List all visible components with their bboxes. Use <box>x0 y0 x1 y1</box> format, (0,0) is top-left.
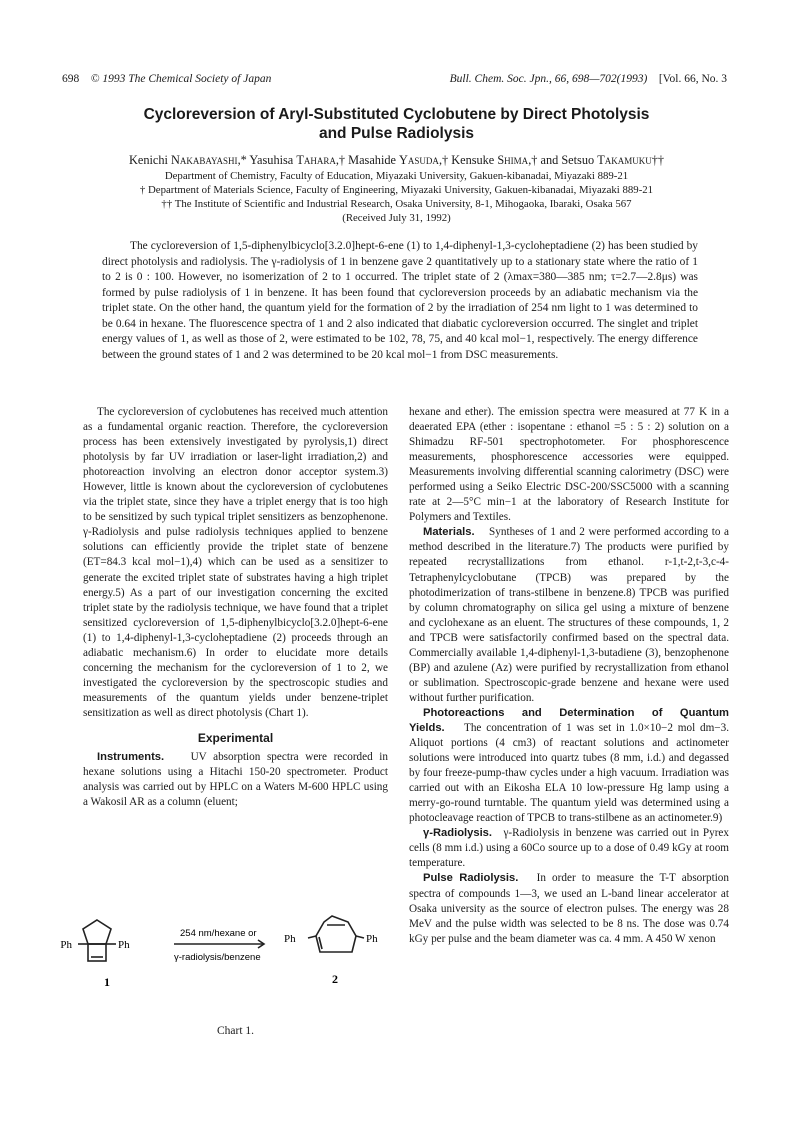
affiliation-1: Department of Chemistry, Faculty of Education, Miyazaki University, Gakuen-kibanadai, Miyazaki 889-21 <box>164 170 629 182</box>
journal-citation: Bull. Chem. Soc. Jpn., 66, 698—702(1993) <box>449 73 648 85</box>
intro-paragraph: The cycloreversion of cyclobutenes has received much attention as a fundamental organic reaction. Therefore, the cycloreversion process has been extensively investigated by pyrolysis,1) direct photolysis by far UV irradiation or laser-light irradiation,2) and photoreaction involving an electron donor acceptor system.3) However, little is known about the cycloreversion of cyclobutenes via the triplet state, since they have a triplet energy that is too high to be sensitized by such typical triplet sensitizers as benzophenone. γ-Radiolysis and pulse radiolysis techniques applied to benzene solutions can efficiently provide the triplet state of benzene (ET=84.3 kcal mol−1),4) which can be used as a sensitizer to generate the excited triplet state of substrates having a high triplet energy.5) As a part of our investigation concerning the excited triplet state by the radiolysis technique, we have found that a triplet sensitized cycloreversion of 1,5-diphenylbicyclo[3.2.0]hept-6-ene (1) to 1,4-diphenyl-1,3-cycloheptadiene (2) proceeds through an adiabatic mechanism.6) In order to elucidate more details concerning the mechanism for the cycloreversion of 1 to 2, we investigated the cycloreversion by the spectroscopic studies and measurements of the quantum yields under benzene-triplet sensitization as well as direct photolysis (Chart 1). <box>83 406 388 719</box>
phenyl-label-right: Ph <box>118 939 130 951</box>
cyclobutene-ring <box>88 944 106 961</box>
instruments-paragraph: Instruments. UV absorption spectra were recorded in hexane solutions using a Hitachi 150-20 spectrometer. Product analysis was carried out by HPLC on a Waters M-600 HPLC using a Wakosil AR as a column (eluent; <box>83 751 389 809</box>
chart-caption: Chart 1. <box>216 1025 255 1037</box>
copyright: © 1993 The Chemical Society of Japan <box>90 73 272 85</box>
compound-label-1: 1 <box>104 975 110 989</box>
volume-issue: [Vol. 66, No. 3 <box>658 73 727 85</box>
author-list: Kenichi Nakabayashi,* Yasuhisa Tahara,† Masahide Yasuda,† Kensuke Shima,† and Setsuo Takamuku†† <box>128 153 665 167</box>
phenyl-label-2-left: Ph <box>284 933 296 945</box>
left-column <box>83 405 388 810</box>
phenyl-label-left: Ph <box>60 939 72 951</box>
article-title: Cycloreversion of Aryl-Substituted Cyclobutene by Direct Photolysis and Pulse Radiolysis <box>143 106 650 142</box>
section-heading-experimental: Experimental <box>197 730 274 745</box>
right-column <box>409 405 729 947</box>
photoreactions-paragraph: Photoreactions and Determination of Quantum Yields. The concentration of 1 was set in 1.0×10−2 mol dm−3. Aliquot portions (4 cm3) of reactant solutions and actinometer solutions were introduced into quartz tubes (8 mm, i.d.) and degassed by four freeze-pump-thaw cycles under a high vacuum. Irradiation was carried out with an Eikosha ELA 10 low-pressure Hg lamp using a merry-go-round turntable. The quantum yield was determined using a photocleavage reaction of TPCB to trans-stilbene as an actinometer.9) <box>409 706 730 825</box>
reagent-bottom: γ-radiolysis/benzene <box>174 952 261 963</box>
running-header <box>62 73 727 89</box>
gamma-radiolysis-paragraph: γ-Radiolysis. γ-Radiolysis in benzene was carried out in Pyrex cells (8 mm i.d.) using a 60Co source up to a dose of 0.49 kGy at room temperature. <box>409 827 729 870</box>
pulse-radiolysis-paragraph: Pulse Radiolysis. In order to measure the T-T absorption spectra of compounds 1—3, we used an L-band linear accelerator at Osaka university as the source of electron pulses. The energy was 28 MeV and the pulse width was selected to be 8 ns. The dose was 0.74 kGy per pulse and the beam diameter was ca. 4 mm. A 450 W xenon <box>409 872 729 945</box>
affiliation-3: †† The Institute of Scientific and Industrial Research, Osaka University, 8-1, Mihogaoka, Ibaraki, Osaka 567 <box>161 198 632 210</box>
chart-1-reaction-scheme <box>60 910 386 1040</box>
materials-paragraph: Materials. Syntheses of 1 and 2 were performed according to a method described in the literature.7) The products were purified by repeated recrystallizations from ethanol. r-1,t-2,t-3,c-4-Tetraphenylcyclobutane (TPCB) was prepared by the photodimerization of trans-stilbene in benzene.8) TPCB was purified by column chromatography on silica gel using a mixture of benzene and cyclohexane as an eluent. The structures of these compounds, 1, 2 and TPCB were satisfactorily confirmed based on the spectral data. Commercially available 1,4-diphenyl-1,3-butadiene (3), benzophenone (BP) and azulene (Az) were purified by recrystallization from ethanol or sublimation. Spectroscopic-grade benzene and hexane were used without further purification. <box>409 526 729 704</box>
affiliation-2: † Department of Materials Science, Faculty of Engineering, Miyazaki University, Gakuen-kibanadai, Miyazaki 889-21 <box>139 184 654 196</box>
instruments-continued: hexane and ether). The emission spectra were measured at 77 K in a deaerated EPA (ether : isopentane : ethanol =5 : 5 : 2) solution on a Shimadzu RF-501 spectrophotometer. For phosphorescence measurements, phosphorescence accessories were equipped. Measurements involving differential scanning calorimetry (DSC) were performed using a Seiko Electric DSC-200/SSC5000 with a scanning rate at 2—5°C min−1 at the laboratory of Research Institute for Polymers and Textiles. <box>409 406 729 524</box>
page-number: 698 <box>62 73 80 85</box>
compound-label-2: 2 <box>332 972 338 986</box>
phenyl-label-2-right: Ph <box>366 933 378 945</box>
cyclopentane-ring <box>83 920 111 944</box>
reagent-top: 254 nm/hexane or <box>180 928 257 939</box>
received-date: (Received July 31, 1992) <box>342 212 451 224</box>
abstract: The cycloreversion of 1,5-diphenylbicyclo[3.2.0]hept-6-ene (1) to 1,4-diphenyl-1,3-cycloheptadiene (2) has been studied by direct photolysis and radiolysis. The γ-radiolysis of 1 in benzene gave 2 quantitatively up to a stationary state where the ratio of 1 to 2 is 0 : 100. However, no isomerization of 2 to 1 occurred. The triplet state of 2 (λmax=380—385 nm; τ=2.7—2.8μs) was formed by pulse radiolysis of 1 in benzene. It has been found that cycloreversion proceeds by an adiabatic mechanism via the triplet state. On the other hand, the quantum yield for the formation of 2 by the irradiation of 254 nm light to 1 was determined to be 0.64 in hexane. The fluorescence spectra of 1 and 2 also indicated that diabatic cycloreversion occurred. The singlet and triplet energy values of 1, as well as those of 2, were estimated to be 102, 78, 75, and 40 kcal mol−1, respectively. The energy difference between the ground states of 1 and 2 was determined to be 20 kcal mol−1 from DSC measurements. <box>102 240 698 361</box>
run-in-heading: Instruments. <box>97 751 165 764</box>
